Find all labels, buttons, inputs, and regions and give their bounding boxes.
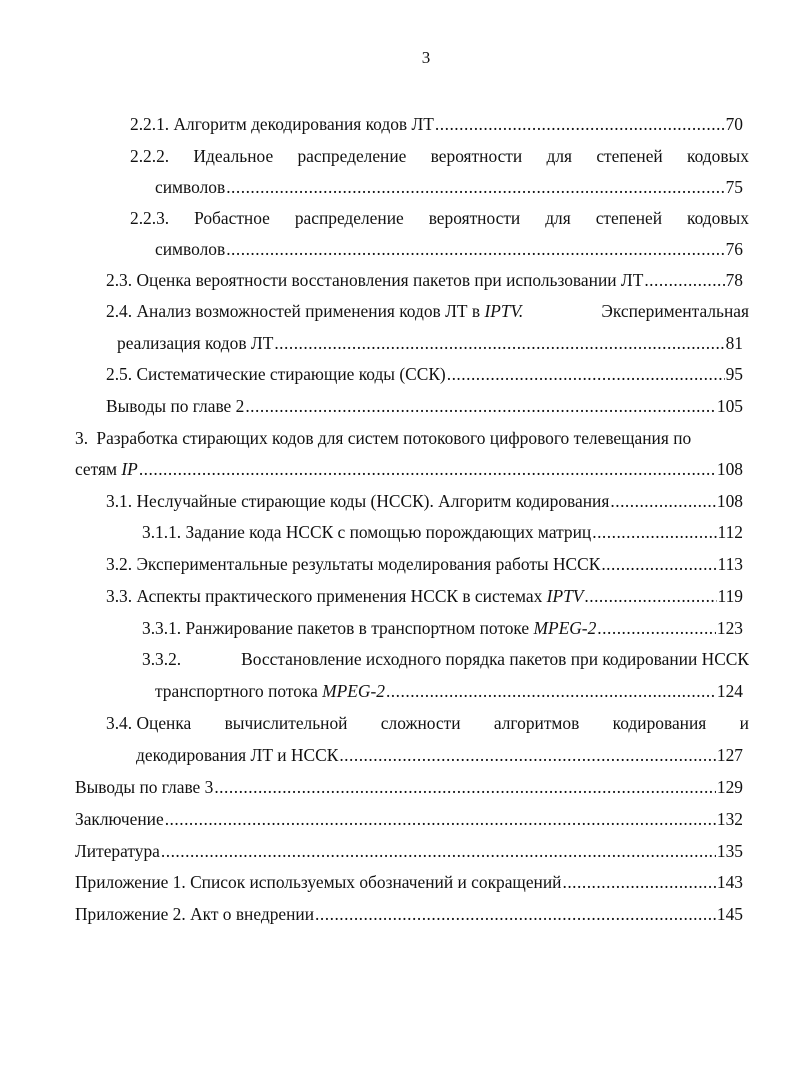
toc-word: кодовых — [687, 146, 749, 166]
dot-leader — [226, 238, 724, 260]
toc-entry-page: 123 — [716, 618, 743, 638]
page-number: 3 — [421, 48, 431, 67]
toc-word: и — [739, 713, 749, 733]
toc-entry-title: Восстановление исходного порядка пакетов при кодировании НССК — [241, 649, 749, 669]
toc-entry-page: 78 — [725, 270, 743, 290]
dot-leader — [592, 521, 716, 543]
toc-entry-2-4-line2[interactable] — [117, 332, 743, 354]
toc-entry-title: Анализ возможностей применения кодов ЛТ в — [136, 301, 481, 321]
toc-entry-2-2-3-line1[interactable] — [130, 207, 749, 229]
toc-entry-page: 108 — [716, 491, 743, 511]
dot-leader — [339, 744, 716, 766]
toc-entry-number: 3.1. — [106, 491, 133, 511]
dot-leader — [584, 585, 716, 607]
toc-entry-title: реализация кодов ЛТ — [117, 333, 274, 353]
toc-entry-title: декодирования ЛТ и НССК — [136, 745, 339, 765]
toc-entry-title: Экспериментальная — [601, 301, 749, 321]
dot-leader — [562, 871, 715, 893]
dot-leader — [226, 176, 724, 198]
dot-leader — [165, 808, 716, 830]
toc-entry-3-3-1[interactable] — [142, 617, 743, 639]
toc-word: для — [545, 208, 571, 228]
toc-entry-literature[interactable] — [75, 840, 743, 862]
toc-word: кодовых — [687, 208, 749, 228]
toc-word: вероятности — [430, 146, 523, 166]
toc-entry-number: 2.2.2. — [130, 146, 170, 166]
toc-entry-title: Выводы по главе 2 — [106, 396, 245, 416]
toc-entry-page: 145 — [716, 904, 743, 924]
toc-word: Робастное — [194, 208, 270, 228]
toc-entry-page: 75 — [725, 177, 743, 197]
toc-entry-page: 81 — [725, 333, 743, 353]
toc-entry-title-italic: IPTV — [546, 586, 584, 606]
toc-entry-page: 132 — [716, 809, 743, 829]
toc-entry-number: 3. — [75, 428, 89, 448]
toc-entry-title: Систематические стирающие коды (ССК) — [136, 364, 446, 384]
toc-entry-2-5[interactable] — [106, 363, 743, 385]
toc-entry-2-2-3-line2[interactable] — [155, 238, 743, 260]
dot-leader — [610, 490, 716, 512]
toc-entry-title: Ранжирование пакетов в транспортном потоке — [185, 618, 530, 638]
toc-word: степеней — [596, 146, 663, 166]
toc-entry-number: 2.2.3. — [130, 208, 170, 228]
toc-entry-3-line2[interactable] — [75, 458, 743, 480]
toc-word: Идеальное — [193, 146, 274, 166]
toc-entry-title: символов — [155, 239, 226, 259]
toc-entry-conclusion[interactable] — [75, 808, 743, 830]
toc-entry-title: Литература — [75, 841, 160, 861]
toc-entry-3-4-line2[interactable] — [136, 744, 743, 766]
toc-entry-3-3-2-line1[interactable] — [142, 648, 749, 670]
toc-entry-title: Аспекты практического применения НССК в системах — [136, 586, 543, 606]
toc-entry-page: 127 — [716, 745, 743, 765]
toc-word: Оценка — [136, 713, 192, 733]
toc-entry-3-3[interactable] — [106, 585, 743, 607]
toc-entry-title: сетям — [75, 459, 118, 479]
toc-entry-title: транспортного потока — [155, 681, 318, 701]
toc-entry-title: Разработка стирающих кодов для систем потокового цифрового телевещания по — [96, 428, 692, 448]
toc-word: алгоритмов — [493, 713, 580, 733]
toc-word: кодирования — [612, 713, 707, 733]
toc-word: вероятности — [428, 208, 521, 228]
toc-word: степеней — [595, 208, 663, 228]
toc-entry-number: 3.3.1. — [142, 618, 182, 638]
toc-entry-title: Оценка вероятности восстановления пакетов при использовании ЛТ — [136, 270, 644, 290]
toc-entry-conclusions-ch2[interactable] — [106, 395, 743, 417]
toc-entry-title: символов — [155, 177, 226, 197]
toc-entry-number: 3.3.2. — [142, 649, 182, 669]
toc-entry-title: Задание кода НССК с помощью порождающих матриц — [185, 522, 592, 542]
dot-leader — [245, 395, 716, 417]
toc-entry-number: 3.4. — [106, 713, 133, 733]
toc-entry-number: 3.1.1. — [142, 522, 182, 542]
dot-leader — [214, 776, 716, 798]
toc-entry-page: 143 — [716, 872, 743, 892]
toc-entry-3-4-line1[interactable] — [106, 712, 749, 734]
dot-leader — [274, 332, 724, 354]
toc-entry-appendix-2[interactable] — [75, 903, 743, 925]
toc-entry-title: Заключение — [75, 809, 164, 829]
toc-word: для — [546, 146, 573, 166]
toc-entry-title: Выводы по главе 3 — [75, 777, 214, 797]
dot-leader — [435, 113, 725, 135]
dot-leader — [644, 269, 724, 291]
toc-entry-page: 70 — [725, 114, 743, 134]
toc-entry-title-italic: MPEG-2 — [533, 618, 597, 638]
toc-word: вычислительной — [224, 713, 348, 733]
toc-entry-appendix-1[interactable] — [75, 871, 743, 893]
toc-entry-title-italic: IP — [121, 459, 138, 479]
toc-entry-title: Приложение 1. Список используемых обозначений и сокращений — [75, 872, 562, 892]
dot-leader — [447, 363, 725, 385]
toc-entry-page: 95 — [725, 364, 743, 384]
toc-entry-page: 124 — [716, 681, 743, 701]
toc-entry-number: 2.2.1. — [130, 114, 170, 134]
toc-entry-title-italic: MPEG-2 — [322, 681, 385, 701]
toc-entry-3-1-1[interactable] — [142, 521, 743, 543]
toc-entry-page: 129 — [716, 777, 743, 797]
toc-word: сложности — [380, 713, 461, 733]
toc-entry-number: 2.4. — [106, 301, 133, 321]
toc-entry-number: 3.2. — [106, 554, 133, 574]
dot-leader — [139, 458, 716, 480]
toc-entry-page: 108 — [716, 459, 743, 479]
toc-entry-2-2-1[interactable] — [130, 113, 743, 135]
toc-entry-page: 105 — [716, 396, 743, 416]
toc-word: распределение — [297, 146, 407, 166]
toc-entry-title: Приложение 2. Акт о внедрении — [75, 904, 315, 924]
toc-entry-2-2-2-line2[interactable] — [155, 176, 743, 198]
dot-leader — [161, 840, 716, 862]
dot-leader — [601, 553, 716, 575]
toc-entry-page: 113 — [717, 554, 743, 574]
toc-entry-title: Неслучайные стирающие коды (НССК). Алгоритм кодирования — [136, 491, 610, 511]
toc-entry-page: 112 — [717, 522, 743, 542]
toc-entry-number: 2.3. — [106, 270, 133, 290]
toc-word: распределение — [294, 208, 404, 228]
toc-entry-3-2[interactable] — [106, 553, 743, 575]
dot-leader — [597, 617, 716, 639]
toc-entry-2-4-line1[interactable] — [106, 300, 749, 322]
toc-entry-title: Экспериментальные результаты моделирования работы НССК — [136, 554, 601, 574]
toc-entry-2-3[interactable] — [106, 269, 743, 291]
toc-entry-page: 119 — [717, 586, 743, 606]
toc-entry-number: 2.5. — [106, 364, 133, 384]
toc-entry-3-1[interactable] — [106, 490, 743, 512]
toc-entry-2-2-2-line1[interactable] — [130, 145, 749, 167]
dot-leader — [386, 680, 716, 702]
toc-entry-page: 135 — [716, 841, 743, 861]
toc-entry-conclusions-ch3[interactable] — [75, 776, 743, 798]
toc-entry-number: 3.3. — [106, 586, 133, 606]
toc-entry-page: 76 — [725, 239, 743, 259]
dot-leader — [315, 903, 716, 925]
toc-entry-3-3-2-line2[interactable] — [155, 680, 743, 702]
toc-entry-3-line1[interactable] — [75, 427, 749, 449]
toc-entry-title: Алгоритм декодирования кодов ЛТ — [173, 114, 434, 134]
toc-entry-title-italic: IPTV. — [484, 301, 524, 321]
